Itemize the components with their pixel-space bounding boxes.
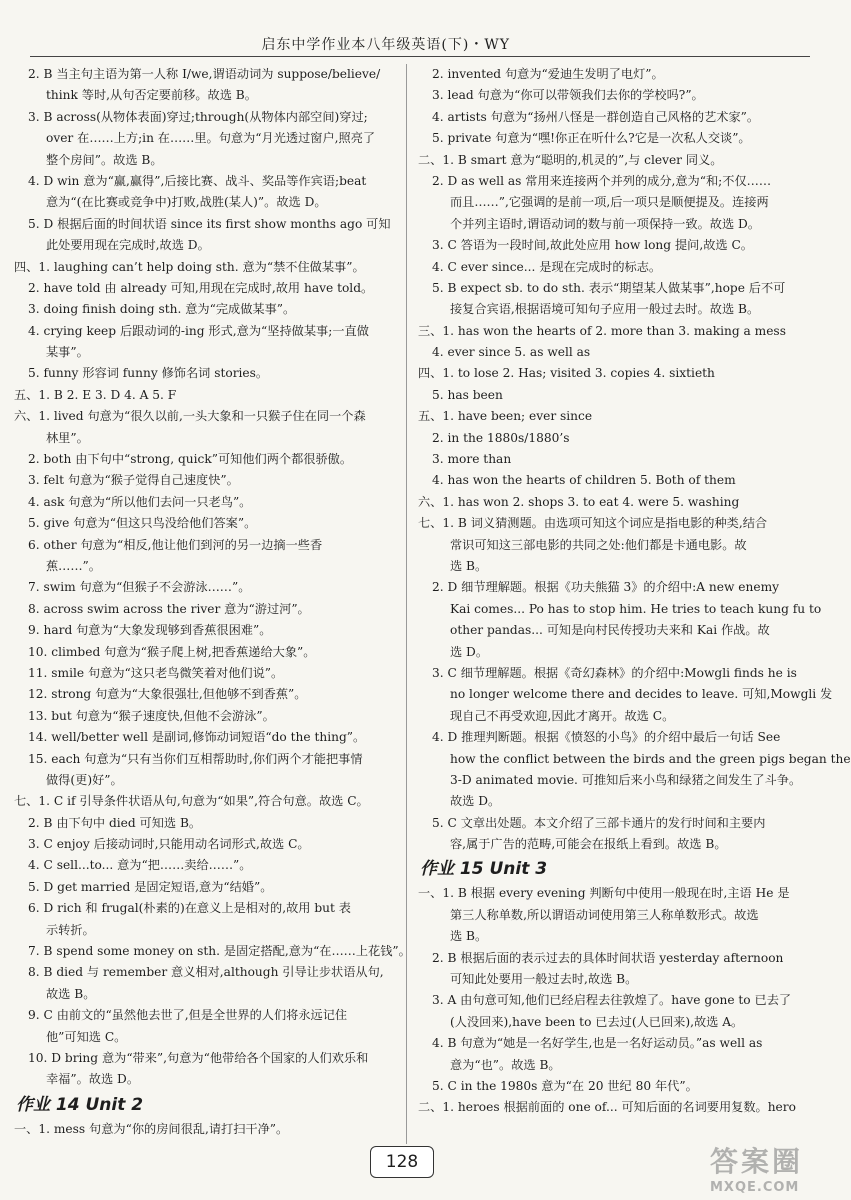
answer-line: 二、1. B smart 意为“聪明的,机灵的”,与 clever 同义。 [418,152,723,167]
answer-line: 意为“也”。故选 B。 [450,1057,561,1072]
answer-line: other pandas... 可知是向村民传授功夫来和 Kai 作战。故 [450,623,770,638]
answer-line: 3. A 由句意可知,他们已经启程去往敦煌了。have gone to 已去了 [432,993,792,1008]
answer-line: 常识可知这三部电影的共同之处:他们都是卡通电影。故 [450,537,747,552]
answer-line: 五、1. have been; ever since [418,409,593,424]
answer-line: 某事”。 [46,345,89,360]
answer-line: 10. D bring 意为“带来”,句意为“他带给各个国家的人们欢乐和 [28,1050,369,1065]
answer-line: 4. C ever since... 是现在完成时的标志。 [432,259,662,274]
answer-line: 一、1. mess 句意为“你的房间很乱,请打扫干净”。 [14,1121,289,1136]
answer-line: over 在……上方;in 在……里。句意为“月光透过窗户,照亮了 [46,131,376,146]
answer-line: 13. but 句意为“猴子速度快,但他不会游泳”。 [28,708,275,723]
answer-line: 故选 B。 [46,986,96,1001]
answer-line: 此处要用现在完成时,故选 D。 [46,238,210,253]
answer-line: 5. has been [432,387,503,402]
answer-line: 4. D 推理判断题。根据《愤怒的小鸟》的介绍中最后一句话 See [432,730,781,745]
answer-line: 12. strong 句意为“大象很强壮,但他够不到香蕉”。 [28,687,307,702]
answer-line: 4. C sell...to... 意为“把……卖给……”。 [28,858,252,873]
answer-line: 整个房间”。故选 B。 [46,152,163,167]
answer-line: 2. D 细节理解题。根据《功夫熊猫 3》的介绍中:A new enemy [432,580,780,595]
answer-line: 10. climbed 句意为“猴子爬上树,把香蕉递给大象”。 [28,644,316,659]
answer-line: 4. ever since 5. as well as [432,345,591,360]
answer-line: 2. D as well as 常用来连接两个并列的成分,意为“和;不仅…… [432,173,772,188]
answer-line: 5. C in the 1980s 意为“在 20 世纪 80 年代”。 [432,1078,698,1093]
answer-line: 3. C 答语为一段时间,故此处应用 how long 提问,故选 C。 [432,238,753,253]
answer-line: 4. D win 意为“赢,赢得”,后接比赛、战斗、奖品等作宾语;beat [28,173,367,188]
answer-line: 3. felt 句意为“猴子觉得自己速度快”。 [28,473,239,488]
answer-line: 5. C 文章出处题。本文介绍了三部卡通片的发行时间和主要内 [432,815,766,830]
watermark-bottom-text: MXQE.COM [710,1180,800,1195]
answer-line: 选 B。 [450,929,488,944]
left-column [14,64,411,1140]
answer-line: 2. invented 句意为“爱迪生发明了电灯”。 [432,67,664,81]
answer-line: 8. B died 与 remember 意义相对,although 引导让步状语从句, [28,965,384,980]
answer-line: 4. crying keep 后跟动词的-ing 形式,意为“坚持做某事;一直做 [28,323,369,338]
answer-line: 5. D 根据后面的时间状语 since its first show months ago 可知 [28,216,391,231]
answer-line: how the conflict between the birds and the green pigs began the [450,751,851,766]
page-header [30,30,810,57]
answer-line: 5. B expect sb. to do sth. 表示“期望某人做某事”,hope 后不可 [432,280,786,295]
answer-line: 示转折。 [46,922,95,937]
page-number: 128 [370,1146,434,1178]
answer-line: 2. B 由下句中 died 可知选 B。 [28,815,202,830]
answer-line: 3. more than [432,452,512,467]
right-column [418,64,851,1119]
answer-line: 5. private 句意为“嘿!你正在听什么?它是一次私人交谈”。 [432,131,751,146]
answer-line: 林里”。 [46,430,89,445]
answer-line: 可知此处要用一般过去时,故选 B。 [450,972,638,987]
answer-line: 幸福”。故选 D。 [46,1072,140,1087]
answer-line: 四、1. laughing can’t help doing sth. 意为“禁不住做某事”。 [14,259,365,274]
column-divider [406,64,407,1144]
answer-line: 2. B 当主句主语为第一人称 I/we,谓语动词为 suppose/believe/ [28,67,381,81]
answer-line: 5. funny 形容词 funny 修饰名词 stories。 [28,366,269,381]
answer-line: 他”可知选 C。 [46,1029,127,1044]
answer-line: (人没回来),have been to 已去过(人已回来),故选 A。 [450,1014,744,1029]
answer-line: 现自己不再受欢迎,因此才离开。故选 C。 [450,708,675,723]
watermark-top-text: 答案圈 [710,1145,804,1178]
answer-line: 七、1. B 词义猜测题。由选项可知这个词应是指电影的种类,结合 [418,516,768,531]
answer-line: no longer welcome there and decides to leave. 可知,Mowgli 发 [450,687,833,702]
answer-line: 一、1. B 根据 every evening 判断句中使用一般现在时,主语 He 是 [418,886,790,901]
answer-line: 2. have told 由 already 可知,用现在完成时,故用 have told。 [28,280,374,295]
answer-line: 五、1. B 2. E 3. D 4. A 5. F [14,387,177,402]
answer-line: 3. C 细节理解题。根据《奇幻森林》的介绍中:Mowgli finds he is [432,665,797,680]
answer-line: 14. well/better well 是副词,修饰动词短语“do the thing”。 [28,730,366,745]
answer-line: 7. swim 句意为“但猴子不会游泳……”。 [28,580,251,595]
answer-line: 3. doing finish doing sth. 意为“完成做某事”。 [28,302,296,317]
answer-line: 而且……”,它强调的是前一项,后一项只是顺便提及。连接两 [450,195,769,210]
answer-line: 15. each 句意为“只有当你们互相帮助时,你们两个才能把事情 [28,751,363,766]
answer-line: 三、1. has won the hearts of 2. more than 3. making a mess [418,323,786,338]
answer-line: 选 D。 [450,644,489,659]
answer-line: 2. both 由下句中“strong, quick”可知他们两个都很骄傲。 [28,452,353,467]
answer-line: 4. has won the hearts of children 5. Both of them [432,473,736,488]
header-title: 启东中学作业本八年级英语(下)・WY [261,37,510,53]
answer-line: 3-D animated movie. 可推知后来小鸟和绿猪之间发生了斗争。 [450,772,802,787]
answer-line: 个并列主语时,谓语动词的数与前一项保持一致。故选 D。 [450,216,761,231]
answer-line: 6. D rich 和 frugal(朴素的)在意义上是相对的,故用 but 表 [28,901,351,916]
answer-line: 6. other 句意为“相反,他让他们到河的另一边摘一些香 [28,537,323,552]
section-heading: 作业 14 Unit 2 [16,1094,144,1115]
answer-line: 第三人称单数,所以谓语动词使用第三人称单数形式。故选 [450,907,759,922]
answer-line: 容,属于广告的范畴,可能会在报纸上看到。故选 B。 [450,837,727,852]
answer-line: 3. B across(从物体表面)穿过;through(从物体内部空间)穿过; [28,109,368,124]
answer-line: 四、1. to lose 2. Has; visited 3. copies 4. sixtieth [418,366,715,381]
answer-line: 4. artists 句意为“扬州八怪是一群创造自己风格的艺术家”。 [432,109,760,124]
section-heading: 作业 15 Unit 3 [420,859,548,880]
answer-line: 六、1. lived 句意为“很久以前,一头大象和一只猴子住在同一个森 [14,409,366,424]
answer-line: 4. B 句意为“她是一名好学生,也是一名好运动员。”as well as [432,1036,763,1051]
answer-line: 3. C enjoy 后接动词时,只能用动名词形式,故选 C。 [28,837,310,852]
answer-line: 5. D get married 是固定短语,意为“结婚”。 [28,879,273,894]
answer-line: 六、1. has won 2. shops 3. to eat 4. were 5. washing [418,494,740,509]
answer-line: 5. give 句意为“但这只鸟没给他们答案”。 [28,516,257,531]
answer-line: 2. B 根据后面的表示过去的具体时间状语 yesterday afternoon [432,950,784,965]
answer-line: 7. B spend some money on sth. 是固定搭配,意为“在……上花钱”。 [28,944,411,959]
answer-line: 七、1. C if 引导条件状语从句,句意为“如果”,符合句意。故选 C。 [14,794,369,809]
answer-line: 3. lead 句意为“你可以带领我们去你的学校吗?”。 [432,88,704,103]
answer-line: 9. hard 句意为“大象发现够到香蕉很困难”。 [28,623,272,638]
answer-line: 9. C 由前文的“虽然他去世了,但是全世界的人们将永远记住 [28,1008,348,1023]
answer-line: 做得(更)好”。 [46,772,123,787]
answer-line: 11. smile 句意为“这只老鸟微笑着对他们说”。 [28,665,284,680]
answer-line: 4. ask 句意为“所以他们去问一只老鸟”。 [28,494,252,509]
answer-line: 8. across swim across the river 意为“游过河”。 [28,601,310,616]
answer-line: 故选 D。 [450,794,501,809]
answer-line: 接复合宾语,根据语境可知句子应用一般过去时。故选 B。 [450,302,760,317]
answer-line: think 等时,从句否定要前移。故选 B。 [46,88,257,103]
answer-line: Kai comes... Po has to stop him. He tries to teach kung fu to [450,601,822,616]
answer-line: 2. in the 1880s/1880’s [432,430,570,445]
answer-line: 二、1. heroes 根据前面的 one of... 可知后面的名词要用复数。hero [418,1100,796,1115]
watermark-logo [710,1140,830,1194]
answer-line: 蕉……”。 [46,558,101,573]
answer-line: 意为“(在比赛或竞争中)打败,战胜(某人)”。故选 D。 [46,195,327,210]
answer-line: 选 B。 [450,558,488,573]
